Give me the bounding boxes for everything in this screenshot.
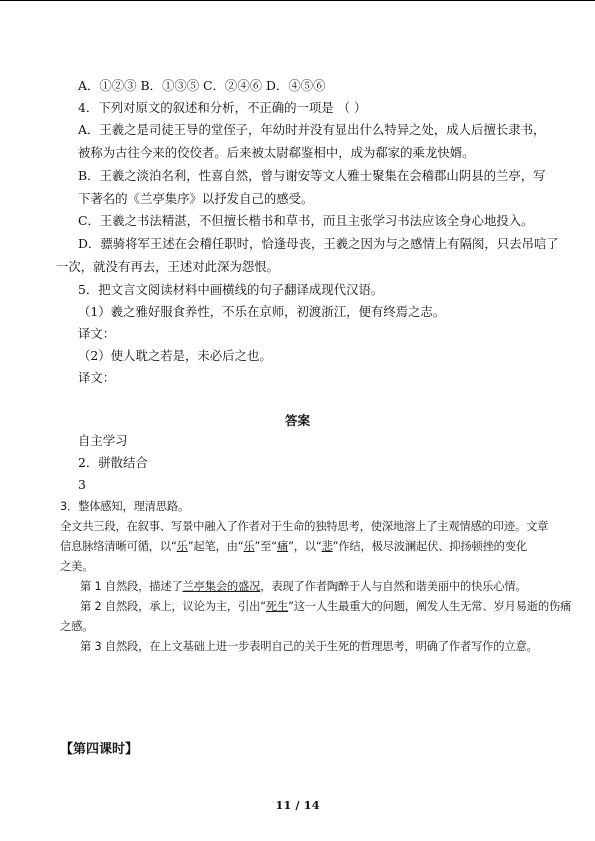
answer-title: 答案	[284, 413, 311, 428]
q4-option-d-line2: 一次，就没有再去，王述对此深为怨恨。	[56, 259, 280, 274]
q4-option-c: C．王羲之书法精湛，不但擅长楷书和草书，而且主张学习书法应该全身心地投入。	[78, 213, 534, 228]
answer-3-heading: 3．整体感知，理清思路。	[60, 500, 190, 513]
q4-option-b-line1: B．王羲之淡泊名利，性喜自然，曾与谢安等文人雅士聚集在会稽郡山阴县的兰亭，写	[78, 168, 546, 183]
page-number: 11 / 14	[275, 798, 320, 812]
scan-line-3: 之美。	[60, 560, 94, 573]
scan-paragraph-3: 第 3 自然段，在上文基础上进一步表明自己的关于生死的哲理思考，明确了作者写作的立意。	[80, 640, 538, 653]
q4-option-a-line1: A．王羲之是司徒王导的堂侄子，年幼时并没有显出什么特异之处，成人后擅长隶书，	[78, 122, 546, 137]
top-rule	[0, 0, 595, 1]
q4-option-a-line2: 被称为古往今来的佼佼者。后来被太尉郗鉴相中，成为郗家的乘龙快婿。	[78, 145, 475, 160]
q5-item-2-answer: 译文：	[78, 370, 116, 385]
q3-options: A．①②③ B．①③⑤ C．②④⑥ D．④⑤⑥	[78, 78, 326, 93]
q4-option-d-line1: D．骠骑将军王述在会稽任职时，恰逢母丧，王羲之因为与之感情上有隔阂，只去吊唁了	[78, 236, 559, 251]
q5-item-1-answer: 译文：	[78, 326, 116, 341]
answer-3: 3	[78, 477, 86, 492]
scan-paragraph-1: 第 1 自然段，描述了兰亭集会的盛况，表现了作者陶醉于人与自然和谐美丽中的快乐心情。	[80, 580, 527, 593]
answer-subtitle: 自主学习	[78, 433, 128, 448]
q5-stem: 5．把文言文阅读材料中画横线的句子翻译成现代汉语。	[78, 282, 384, 297]
scan-line-2: 信息脉络清晰可循，以“乐”起笔，由“乐”至“痛”，以“悲”作结，极尽波澜起伏、抑扬顿挫的变化	[60, 540, 527, 553]
q4-option-b-line2: 下著名的《兰亭集序》以抒发自己的感受。	[78, 191, 314, 206]
section-heading: 【第四课时】	[60, 742, 139, 757]
q4-stem: 4．下列对原文的叙述和分析，不正确的一项是 （ ）	[78, 100, 367, 115]
q5-item-1: （1）羲之雅好服食养性，不乐在京师，初渡浙江，便有终焉之志。	[78, 304, 446, 319]
scan-line-1: 全文共三段，在叙事、写景中融入了作者对于生命的独特思考，使深地溶上了主观情感的印迹。文章	[60, 520, 549, 533]
scan-paragraph-2: 第 2 自然段，承上，议论为主，引出“死生”这一人生最重大的问题，阐发人生无常、岁月易逝的伤痛	[80, 600, 572, 613]
answer-2: 2．骈散结合	[78, 455, 148, 470]
scan-paragraph-2-end: 之感。	[60, 620, 94, 633]
q5-item-2: （2）使人耽之若是，未必后之也。	[78, 348, 272, 363]
